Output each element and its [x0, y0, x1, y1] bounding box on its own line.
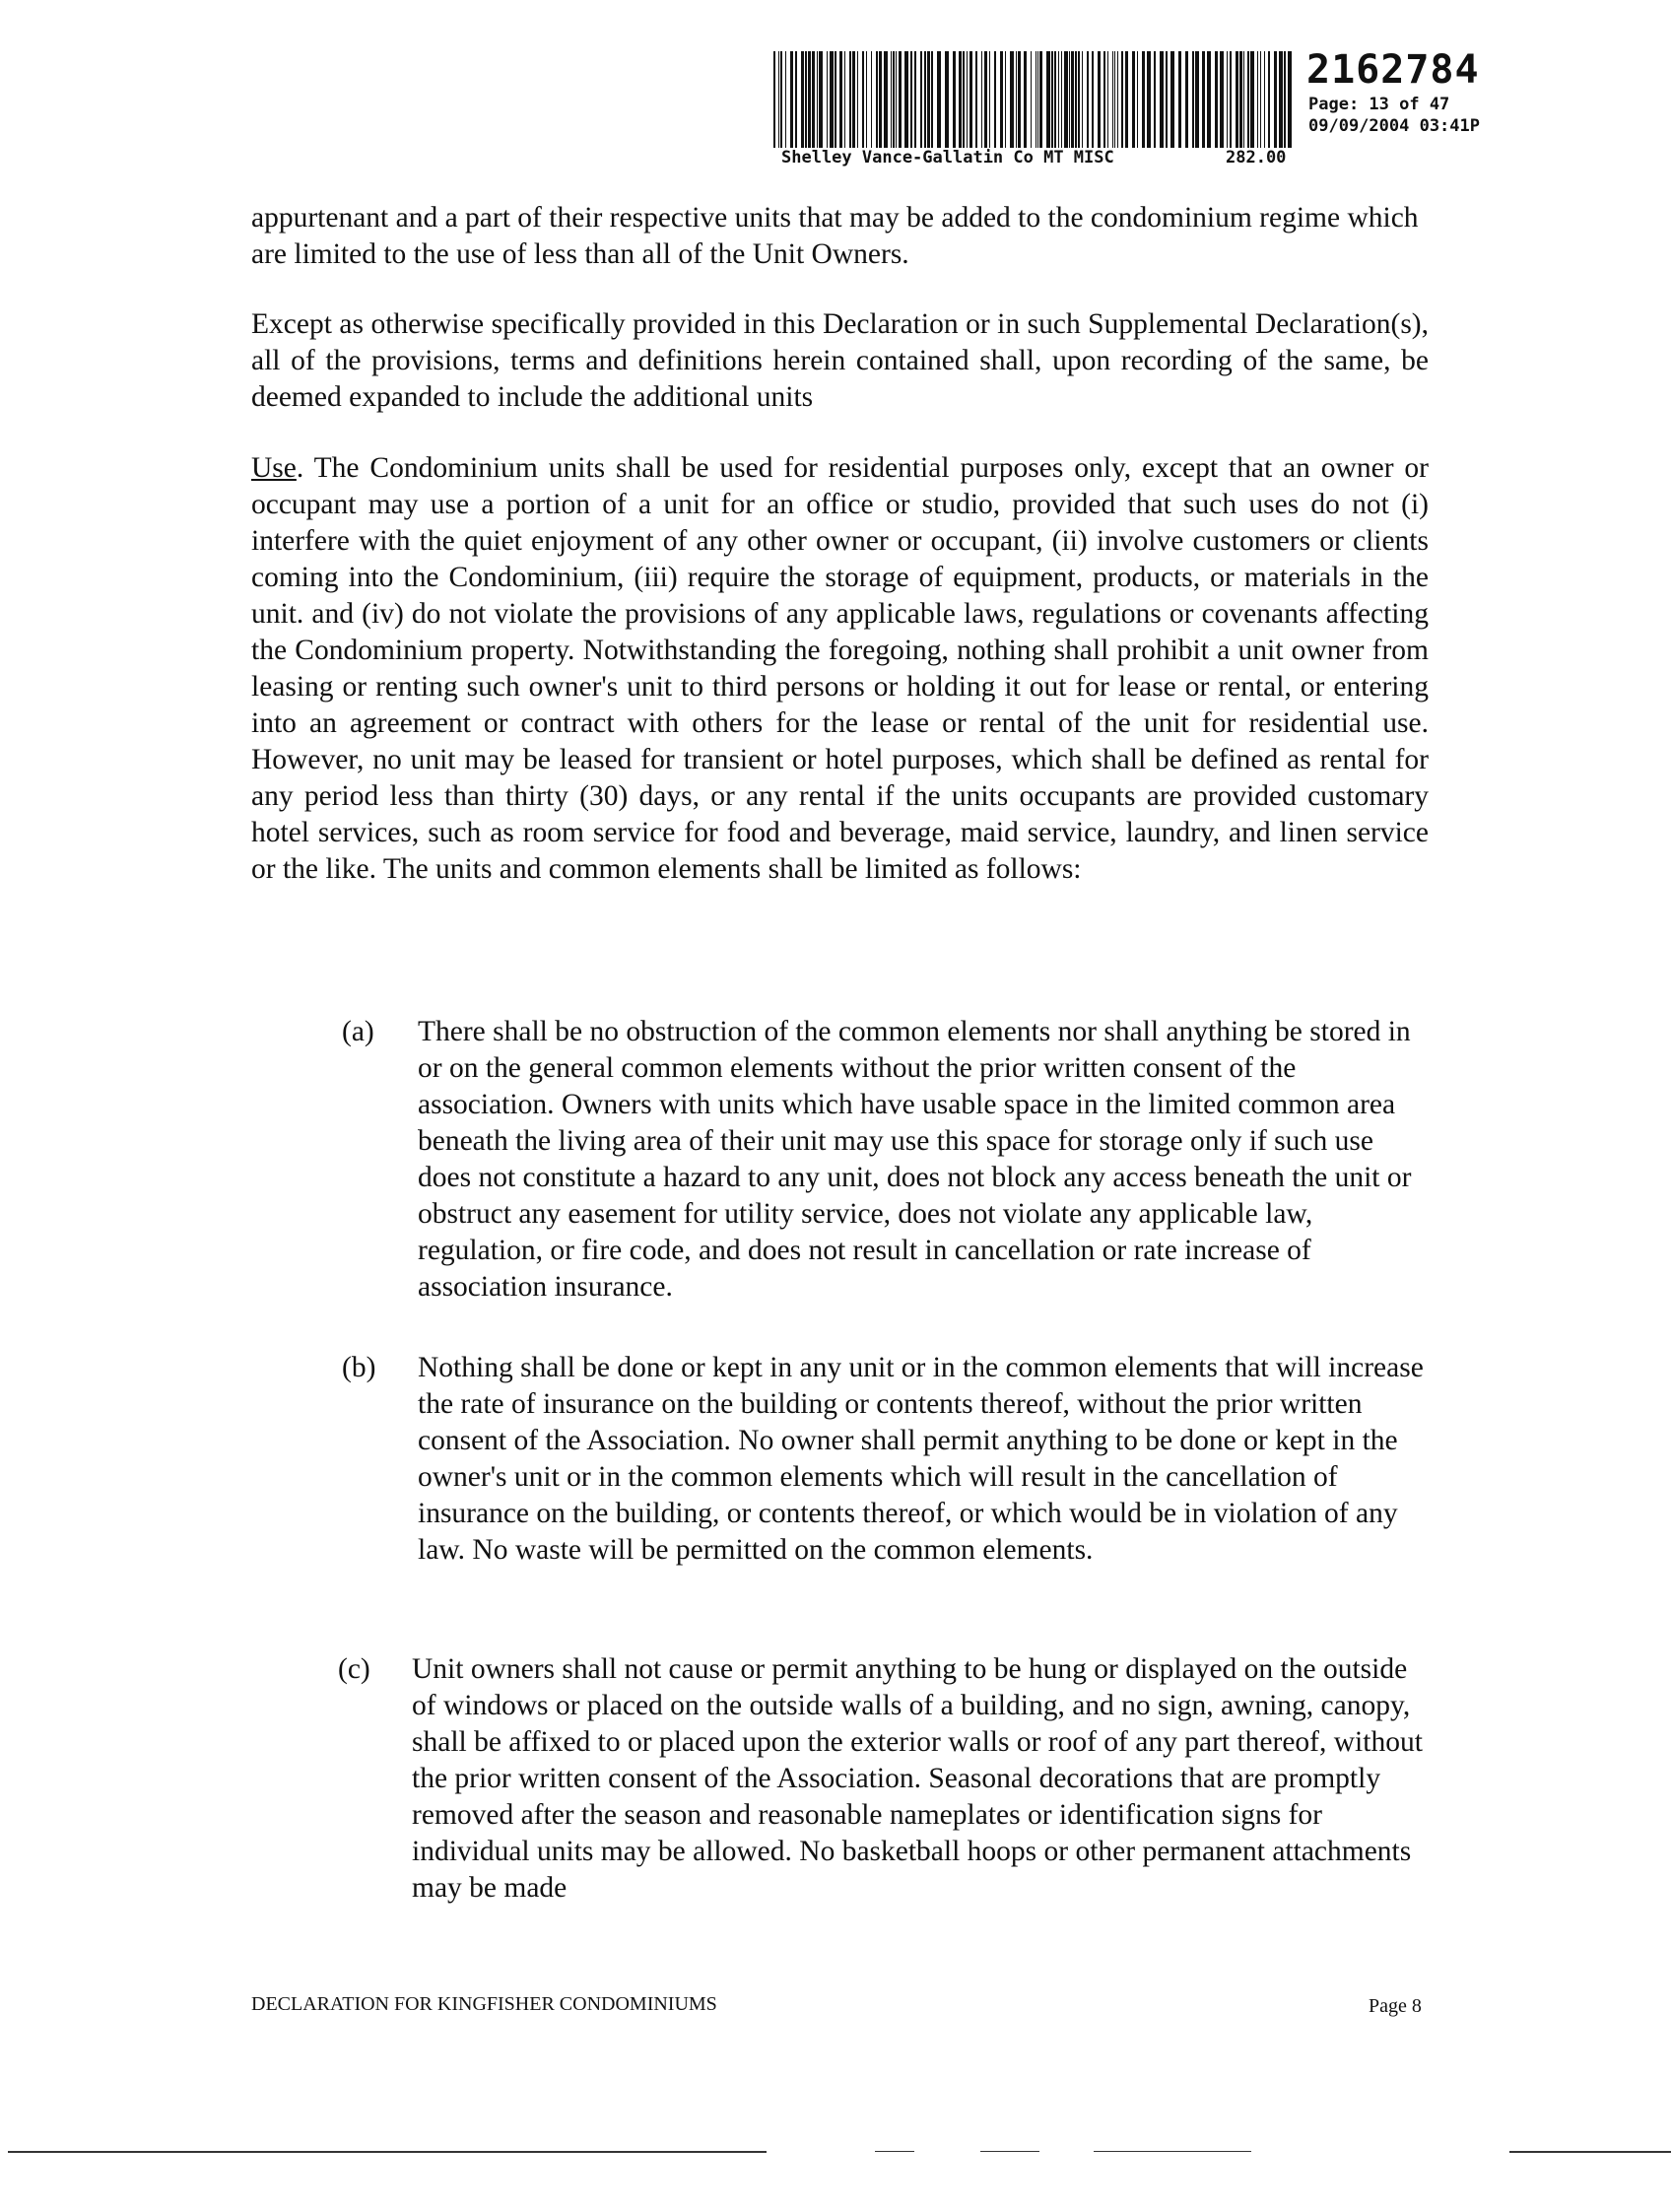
barcode-image	[771, 51, 1296, 148]
item-a-text: There shall be no obstruction of the common elements nor shall anything be stored in or on the general common elements without the prior written consent of the association. Owners with units which have usable space in the limited common area beneath the living area of their unit may use this space for storage only if such use does not constitute a hazard to any unit, does not block any access beneath the unit or obstruct any easement for utility service, does not violate any applicable law, regulation, or fire code, and does not result in cancellation or rate increase of association insurance.	[418, 1016, 1412, 1303]
item-c-label: (c)	[338, 1653, 370, 1685]
scan-edge-line	[1509, 2151, 1671, 2153]
use-paragraph-text: . The Condominium units shall be used for residential purposes only, except that an owner or occupant may use a portion of a unit for an office or studio, provided that such uses do not (i) interfere with the quiet enjoyment of any other owner or occupant, (ii) involve customers or clients coming into the Condominium, (iii) require the storage of equipment, products, or materials in the unit. and (iv) do not violate the provisions of any applicable laws, regulations or covenants affecting the Condominium property. Notwithstanding the foregoing, nothing shall prohibit a unit owner from leasing or renting such owner's unit to third persons or holding it out for lease or rental, or entering into an agreement or contract with others for the lease or rental of the unit for residential use. However, no unit may be leased for transient or hotel purposes, which shall be defined as rental for any period less than thirty (30) days, or any rental if the units occupants are provided customary hotel services, such as room service for food and beverage, maid service, laundry, and linen service or the like. The units and common elements shall be limited as follows:	[251, 452, 1429, 885]
item-a-label: (a)	[342, 1016, 374, 1047]
scan-edge-line	[875, 2151, 914, 2152]
continuation-paragraph: appurtenant and a part of their respective units that may be added to the condominium regime which are limited to the use of less than all of the Unit Owners.	[251, 202, 1419, 270]
footer-document-title: DECLARATION FOR KINGFISHER CONDOMINIUMS	[251, 1993, 717, 2015]
recording-number: 2162784	[1306, 47, 1480, 93]
footer-page-number: Page 8	[1369, 1995, 1422, 2017]
item-b-label: (b)	[342, 1352, 376, 1383]
scan-edge-line	[1094, 2151, 1251, 2152]
scan-edge-line	[980, 2151, 1039, 2152]
recording-datetime: 09/09/2004 03:41P	[1308, 116, 1480, 136]
recording-fee: 282.00	[1226, 148, 1287, 168]
scan-edge-line	[8, 2151, 767, 2153]
use-paragraph	[251, 450, 1429, 888]
recording-page-indicator: Page: 13 of 47	[1308, 95, 1450, 114]
item-b-text: Nothing shall be done or kept in any unit or in the common elements that will increase the rate of insurance on the building or contents thereof, without the prior written consent of the Association. No owner shall permit anything to be done or kept in the owner's unit or in the common elements which will result in the cancellation of insurance on the building, or contents thereof, or which would be in violation of any law. No waste will be permitted on the common elements.	[418, 1352, 1424, 1566]
except-paragraph: Except as otherwise specifically provided in this Declaration or in such Supplemental Declaration(s), all of the provisions, terms and definitions herein contained shall, upon recording of the same, be deemed expanded to include the additional units	[251, 308, 1429, 413]
recorder-name: Shelley Vance-Gallatin Co MT MISC	[781, 148, 1114, 168]
use-heading: Use	[251, 452, 297, 484]
item-c-text: Unit owners shall not cause or permit anything to be hung or displayed on the outside of windows or placed on the outside walls of a building, and no sign, awning, canopy, shall be affixed to or placed upon the exterior walls or roof of any part thereof, without the prior written consent of the Association. Seasonal decorations that are promptly removed after the season and reasonable nameplates or identification signs for individual units may be allowed. No basketball hoops or other permanent attachments may be made	[412, 1653, 1423, 1904]
